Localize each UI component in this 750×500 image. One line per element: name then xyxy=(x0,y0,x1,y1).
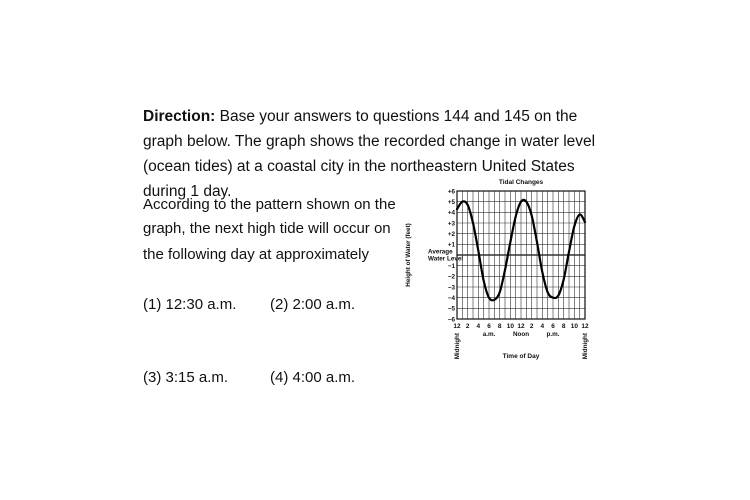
x-tick-label: 6 xyxy=(487,323,491,330)
y-tick-label: −2 xyxy=(447,273,455,281)
y-tick-label: +5 xyxy=(447,198,455,206)
y-tick-label: +6 xyxy=(447,188,455,196)
x-axis-label: Time of Day xyxy=(502,353,540,360)
x-tick-label: 4 xyxy=(476,323,481,330)
y-tick-label: −4 xyxy=(447,294,455,302)
question-line: According to the pattern shown on the xyxy=(143,196,396,213)
answer-choice-4[interactable]: (4) 4:00 a.m. xyxy=(270,369,356,386)
x-tick-label: 12 xyxy=(517,323,525,330)
question-line: the following day at approximately xyxy=(143,246,369,263)
chart-title: Tidal Changes xyxy=(498,179,544,186)
direction-label: Direction: xyxy=(143,108,216,125)
y-tick-label: −6 xyxy=(447,316,455,324)
x-sub-label: p.m. xyxy=(546,331,560,338)
question-text xyxy=(143,193,396,267)
x-tick-label: 12 xyxy=(581,323,589,330)
zero-label: Water Level xyxy=(428,255,464,263)
x-tick-label: 8 xyxy=(561,323,566,330)
x-sub-label: Noon xyxy=(512,331,530,338)
y-tick-label: +3 xyxy=(447,220,455,228)
y-tick-label: −3 xyxy=(447,284,455,292)
x-end-label: Midnight xyxy=(454,333,461,360)
x-tick-label: 2 xyxy=(465,323,470,330)
y-tick-label: +1 xyxy=(447,241,455,249)
direction-text: Base your answers to questions 144 and 145 on the graph below. The graph shows the recorded change in water level (ocean tides) at a coastal city in the northeastern United States during 1 day. xyxy=(143,108,596,200)
answer-choice-1[interactable]: (1) 12:30 a.m. xyxy=(143,296,237,313)
answer-choice-2[interactable]: (2) 2:00 a.m. xyxy=(270,296,356,313)
x-sub-label: a.m. xyxy=(482,331,496,338)
y-tick-label: −5 xyxy=(447,305,455,313)
tidal-changes-chart xyxy=(395,172,610,372)
y-tick-label: +4 xyxy=(447,209,455,217)
zero-label: Average xyxy=(428,248,453,256)
x-tick-label: 2 xyxy=(529,323,534,330)
x-tick-label: 12 xyxy=(453,323,461,330)
x-tick-label: 8 xyxy=(497,323,502,330)
x-tick-label: 10 xyxy=(506,323,514,330)
x-tick-label: 10 xyxy=(570,323,578,330)
question-line: graph, the next high tide will occur on xyxy=(143,220,391,237)
x-tick-label: 6 xyxy=(551,323,555,330)
y-axis-label: Height of Water (feet) xyxy=(405,223,412,287)
y-tick-label: +2 xyxy=(447,230,455,238)
answer-choice-3[interactable]: (3) 3:15 a.m. xyxy=(143,369,229,386)
x-tick-label: 4 xyxy=(540,323,545,330)
y-tick-label: −1 xyxy=(447,262,455,270)
x-end-label: Midnight xyxy=(582,333,589,360)
